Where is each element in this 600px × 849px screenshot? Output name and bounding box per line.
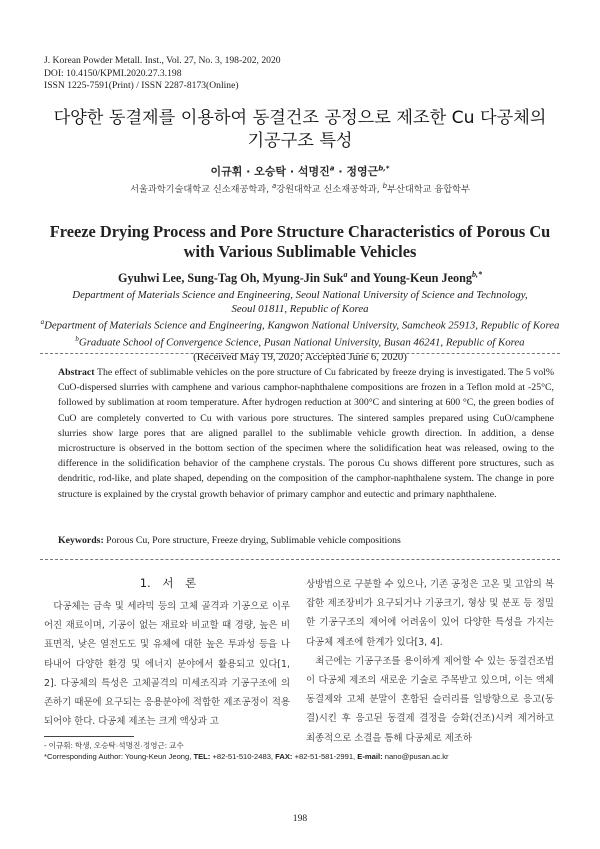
keywords-text: Porous Cu, Pore structure, Freeze drying, Sublimable vehicle compositions — [106, 535, 401, 546]
korean-title — [40, 107, 560, 153]
korean-affil-sup-b: b — [382, 181, 388, 190]
tel-value: +82-51-510-2483, — [210, 752, 276, 761]
right-paragraph-2: 최근에는 기공구조를 용이하게 제어할 수 있는 동결건조법이 다공체 제조의 새로운 기술로 주목받고 있으며, 이는 액체 동결제와 고체 분말이 혼합된 슬러리를 일방향으로 응고(동결)시킨 후 응고된 동결제 결정을 승화(건조)시켜 제거하고 최종적으로 소결을 통해 다공체로 제조하 — [306, 655, 554, 744]
english-author-sup-a: a — [343, 270, 348, 279]
english-authors — [40, 270, 560, 286]
footnotes — [44, 740, 449, 762]
tel-label: TEL: — [193, 752, 211, 761]
footnote-rule — [44, 736, 134, 737]
left-paragraph-1: 다공체는 금속 및 세라믹 등의 고체 골격과 기공으로 이루어진 재료이며, 기공이 없는 재료와 비교할 때 경량, 높은 비표면적, 낮은 열전도도 및 유체에 대한 높은 투과성 등을 나타내어 다양한 환경 및 에너지 분야에서 활용되고 있다[1, 2]. 다공체의 특성은 고체골격의 미세조직과 기공구조에 의존하기 때문에 요구되는 응용분야에 적합한 제조공정이 적용되어야 한다. 다공체 제조는 크게 액상과 고 — [44, 601, 290, 728]
korean-author-sup-b: b, — [378, 164, 386, 173]
korean-title-line2: 기공구조 특성 — [247, 131, 353, 151]
journal-citation: J. Korean Powder Metall. Inst., Vol. 27, No. 3, 198-202, 2020 — [44, 55, 281, 66]
abstract-label: Abstract — [58, 367, 95, 378]
korean-authors — [40, 163, 560, 179]
right-paragraph-1: 상방법으로 구분할 수 있으나, 기존 공정은 고온 및 고압의 복잡한 제조장비가 요구되거나 기공크기, 형상 및 분포 등 정밀한 기공구조의 제어에 어려움이 있어 다양한 특성을 가지는 다공체 제조에 한계가 있다[3, 4]. — [306, 579, 554, 648]
korean-title-line1: 다양한 동결제를 이용하여 동결건조 공정으로 제조한 Cu 다공체의 — [53, 108, 547, 128]
korean-author-names: 이규휘 · 오승탁 · 석명진 — [210, 165, 330, 178]
page-number: 198 — [292, 813, 308, 824]
english-affil-2: Department of Materials Science and Engineering, Kangwon National University, Samcheok 25913, Republic of Korea — [44, 319, 560, 332]
email-label: E-mail: — [357, 752, 383, 761]
journal-info — [44, 55, 281, 93]
english-affil-sup-b: b — [75, 335, 79, 344]
abstract-text: The effect of sublimable vehicles on the pore structure of Cu fabricated by freeze drying is investigated. The 5 vol% CuO-dispersed slurries with camphene and various camphor-naphthalene compositions are frozen in a Teflon mold at -25°C, followed by sublimation at room temperature. After hydrogen reduction at 300°C and sintering at 600 °C, the green bodies of CuO are completely converted to Cu with various pore structures. The sintered samples prepared using CuO/camphene slurries show large pores that are aligned parallel to the sublimable vehicle growth direction. In addition, a dense microstructure is observed in the bottom section of the specimen where the solidification heat was released, owing to the difference in the solidification behavior of the camphene crystals. The porous Cu shows different pore structures, such as dendritic, rod-like, and plate shaped, depending on the composition of the camphor-naphthalene system. The change in pore structure is explained by the crystal growth behavior of primary camphor and eutectic and primary naphthalene. — [58, 367, 554, 500]
english-affil-sup-a: a — [40, 318, 45, 327]
fax-label: FAX: — [275, 752, 293, 761]
english-author-names: Gyuhwi Lee, Sung-Tag Oh, Myung-Jin Suk — [118, 271, 344, 286]
journal-doi: DOI: 10.4150/KPMI.2020.27.3.198 — [44, 67, 182, 79]
footnote-correspondence — [44, 751, 449, 762]
english-title-line1: Freeze Drying Process and Pore Structure Characteristics of Porous Cu — [49, 222, 551, 241]
divider-bottom — [40, 559, 560, 560]
corresponding-author: *Corresponding Author: Young-Keun Jeong, — [44, 752, 194, 761]
english-affil-1b: Seoul 01811, Republic of Korea — [231, 302, 369, 315]
right-column — [306, 575, 554, 748]
korean-author-last: · 정영근 — [334, 165, 379, 178]
english-title — [40, 222, 560, 262]
english-affil-1: Department of Materials Science and Engineering, Seoul National University of Science and Technology, — [72, 289, 528, 301]
english-author-sup-b: b,* — [471, 270, 482, 279]
fax-value: +82-51-581-2991, — [292, 752, 358, 761]
korean-affil-3: 부산대학교 융합학부 — [387, 184, 470, 195]
section-heading: 1. 서 론 — [139, 576, 197, 590]
english-affil-2-row — [20, 316, 580, 333]
english-affil-3: Graduate School of Convergence Science, Pusan National University, Busan 46241, Republic of Korea — [78, 336, 525, 349]
received-date: (Received May 19, 2020; Accepted June 6, 2020) — [193, 350, 407, 363]
journal-issn: ISSN 1225-7591(Print) / ISSN 2287-8173(Online) — [44, 80, 239, 92]
korean-affil-2: 강원대학교 신소재공학과, — [276, 184, 383, 195]
keywords — [58, 535, 554, 546]
korean-affiliations — [20, 181, 580, 195]
korean-affil-sup-a: a — [271, 181, 277, 190]
english-title-line2: with Various Sublimable Vehicles — [183, 242, 417, 261]
keywords-label: Keywords: — [58, 535, 104, 546]
footnote-author-roles: - 이규휘: 학생, 오승탁·석명진·정영근: 교수 — [44, 741, 184, 750]
english-affil-3-row — [20, 333, 580, 350]
left-column — [44, 597, 290, 731]
email-value: nano@pusan.ac.kr — [382, 752, 449, 761]
abstract — [58, 365, 554, 502]
divider-top — [40, 353, 560, 354]
korean-author-sup-a: a — [329, 164, 335, 173]
korean-affil-1: 서울과학기술대학교 신소재공학과, — [130, 184, 272, 195]
asterisk: * — [385, 164, 390, 173]
english-author-last: and Young-Keun Jeong — [347, 271, 472, 286]
